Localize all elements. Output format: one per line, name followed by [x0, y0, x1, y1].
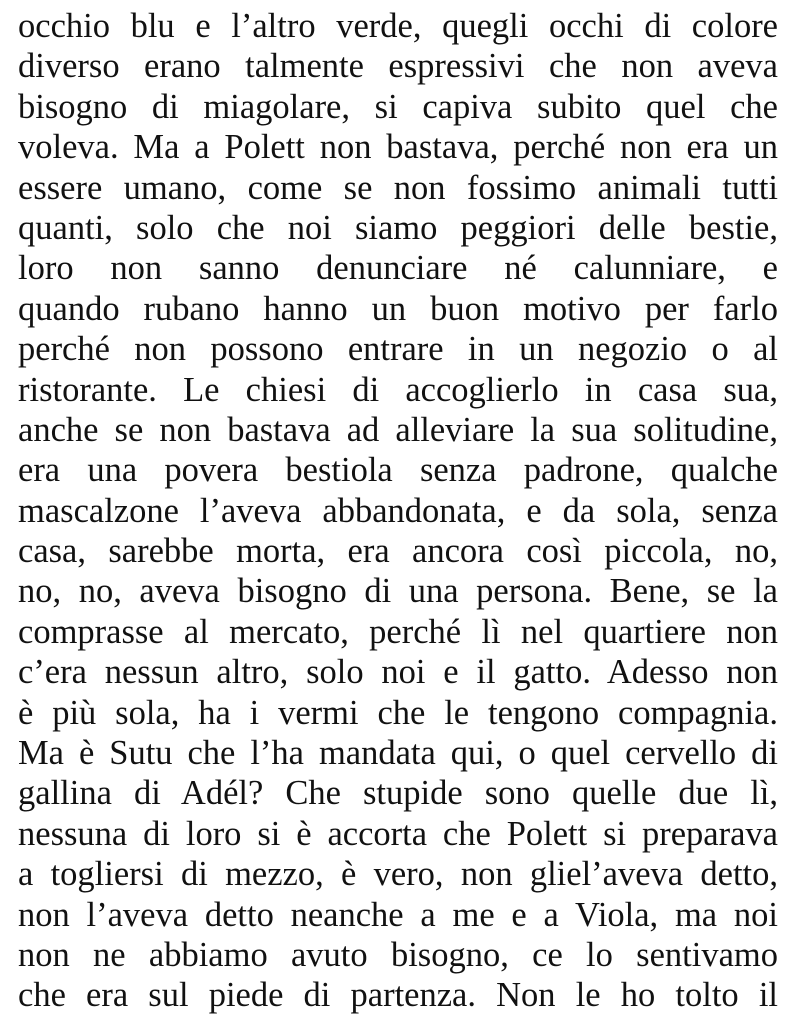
text-line: Ma è Sutu che l’ha mandata qui, o quel cervello di [18, 734, 778, 773]
body-text [18, 0, 778, 1016]
text-line: è più sola, ha i vermi che le tengono compagnia. [18, 693, 778, 732]
text-line: no, no, aveva bisogno di una persona. Bene, se la [18, 572, 778, 611]
text-line: casa, sarebbe morta, era ancora così piccola, no, [18, 532, 778, 571]
text-line: ristorante. Le chiesi di accoglierlo in casa sua, [18, 370, 778, 409]
text-line: nessuna di loro si è accorta che Polett si preparava [18, 814, 778, 853]
text-line: loro non sanno denunciare né calunniare, e [18, 249, 778, 288]
text-line: comprasse al mercato, perché lì nel quartiere non [18, 612, 778, 651]
text-line: a togliersi di mezzo, è vero, non gliel’aveva detto, [18, 855, 778, 894]
text-line: quanti, solo che noi siamo peggiori delle bestie, [18, 208, 778, 247]
text-line: quando rubano hanno un buon motivo per farlo [18, 289, 778, 328]
text-line: che era sul piede di partenza. Non le ho tolto il [18, 976, 778, 1015]
text-line: non ne abbiamo avuto bisogno, ce lo sentivamo [18, 935, 778, 974]
text-line: voleva. Ma a Polett non bastava, perché non era un [18, 128, 778, 167]
text-line: era una povera bestiola senza padrone, qualche [18, 451, 778, 490]
text-line: anche se non bastava ad alleviare la sua solitudine, [18, 410, 778, 449]
text-line: occhio blu e l’altro verde, quegli occhi di colore [18, 7, 778, 45]
text-line: perché non possono entrare in un negozio o al [18, 330, 778, 369]
text-line: bisogno di miagolare, si capiva subito quel che [18, 87, 778, 126]
text-line: gallina di Adél? Che stupide sono quelle due lì, [18, 774, 778, 813]
text-line: c’era nessun altro, solo noi e il gatto. Adesso non [18, 653, 778, 692]
text-line: non l’aveva detto neanche a me e a Viola, ma noi [18, 895, 778, 934]
text-line: essere umano, come se non fossimo animali tutti [18, 168, 778, 207]
text-line: diverso erano talmente espressivi che non aveva [18, 47, 778, 86]
text-line: mascalzone l’aveva abbandonata, e da sola, senza [18, 491, 778, 530]
